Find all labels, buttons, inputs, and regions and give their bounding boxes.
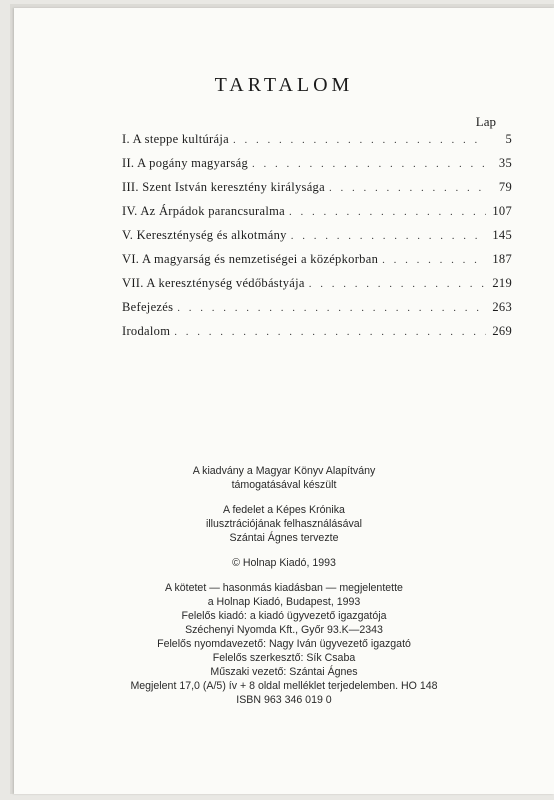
- book-page: [14, 8, 554, 794]
- toc-chapter-title: IV. Az Árpádok parancsuralma: [122, 204, 285, 218]
- colophon-line: Felelős kiadó: a kiadó ügyvezető igazgatója: [181, 610, 387, 622]
- dot-leader: [289, 206, 486, 218]
- toc-chapter-title: Befejezés: [122, 300, 174, 314]
- colophon-line: A kiadvány a Magyar Könyv Alapítvány: [192, 465, 376, 477]
- colophon-line: ISBN 963 346 019 0: [236, 694, 332, 706]
- toc-row: [122, 156, 512, 180]
- toc-chapter-title: VII. A kereszténység védőbástyája: [122, 276, 305, 290]
- toc-row: [122, 228, 512, 252]
- dot-leader: [233, 134, 486, 146]
- dot-leader: [252, 158, 486, 170]
- toc-page-number: 187: [492, 252, 512, 266]
- dot-leader: [291, 230, 486, 242]
- colophon: [14, 464, 554, 718]
- sponsor-note: [14, 464, 554, 492]
- toc-page-number: 35: [498, 156, 512, 170]
- colophon-line: Felelős nyomdavezető: Nagy Iván ügyvezető igazgató: [157, 638, 411, 650]
- colophon-line: illusztrációjának felhasználásával: [205, 518, 363, 530]
- page-title: TARTALOM: [214, 74, 354, 96]
- toc-row: [122, 300, 512, 324]
- colophon-line: a Holnap Kiadó, Budapest, 1993: [207, 596, 361, 608]
- colophon-line: A fedelet a Képes Krónika: [223, 504, 345, 516]
- colophon-line: Szántai Ágnes tervezte: [229, 532, 339, 544]
- toc-row: [122, 132, 512, 156]
- colophon-line: támogatásával készült: [231, 479, 337, 491]
- toc-page-number: 79: [498, 180, 512, 194]
- toc-page-number: 263: [492, 300, 512, 314]
- dot-leader: [382, 254, 486, 266]
- lap-header: Lap: [475, 114, 496, 129]
- colophon-line: A kötetet — hasonmás kiadásban — megjelentette: [165, 582, 403, 594]
- toc-row: [122, 276, 512, 300]
- colophon-line: Széchenyi Nyomda Kft., Győr 93.K—2343: [185, 624, 383, 636]
- dot-leader: [329, 182, 486, 194]
- toc-row: [122, 204, 512, 228]
- dot-leader: [177, 302, 486, 314]
- dot-leader: [309, 278, 486, 290]
- cover-credit: [14, 503, 554, 545]
- toc-page-number: 219: [492, 276, 512, 290]
- toc-row: [122, 252, 512, 276]
- dot-leader: [174, 326, 486, 338]
- toc-chapter-title: II. A pogány magyarság: [122, 156, 249, 170]
- copyright-notice: [14, 556, 554, 570]
- colophon-line: Felelős szerkesztő: Sík Csaba: [212, 652, 356, 664]
- toc-chapter-title: V. Kereszténység és alkotmány: [122, 228, 287, 242]
- toc-row: [122, 180, 512, 204]
- toc-page-number: 269: [492, 324, 512, 338]
- colophon-line: © Holnap Kiadó, 1993: [232, 557, 336, 569]
- toc-chapter-title: VI. A magyarság és nemzetiségei a középkorban: [122, 252, 379, 266]
- publication-details: [14, 581, 554, 707]
- table-of-contents: [122, 132, 512, 348]
- toc-chapter-title: I. A steppe kultúrája: [122, 132, 229, 146]
- toc-page-number: 5: [505, 132, 512, 146]
- toc-page-number: 107: [492, 204, 512, 218]
- toc-page-number: 145: [492, 228, 512, 242]
- toc-chapter-title: Irodalom: [122, 324, 171, 338]
- toc-row: [122, 324, 512, 348]
- colophon-line: Megjelent 17,0 (A/5) ív + 8 oldal melléklet terjedelemben. HO 148: [130, 680, 438, 692]
- toc-chapter-title: III. Szent István keresztény királysága: [122, 180, 325, 194]
- colophon-line: Műszaki vezető: Szántai Ágnes: [210, 666, 358, 678]
